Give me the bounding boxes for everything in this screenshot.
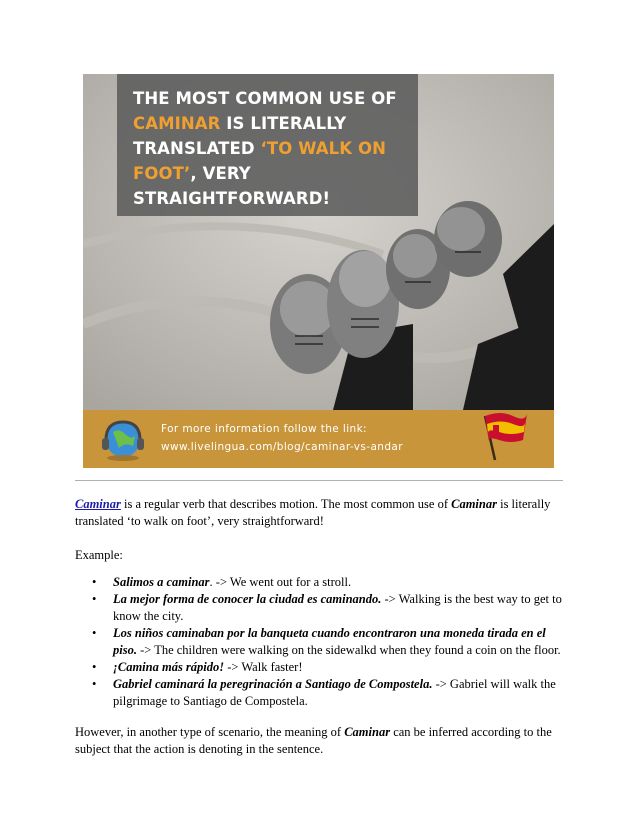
headline-line-1: THE MOST COMMON USE OF (133, 89, 397, 108)
list-item: • Los niños caminaban por la banqueta cuando encontraron una moneda tirada en el piso. -> The children were walking on the sidewalkd when they found a coin on the floor. (113, 625, 563, 659)
footer-line-1: For more information follow the link: (161, 423, 367, 435)
article-body (75, 496, 563, 758)
article-image (83, 74, 554, 468)
footer-link: www.livelingua.com/blog/caminar-vs-andar (161, 441, 403, 453)
caminar-link[interactable]: Caminar (75, 497, 121, 511)
list-item: • Salimos a caminar. -> We went out for a stroll. (113, 574, 563, 591)
headline-line-2: CAMINAR IS LITERALLY (133, 114, 347, 133)
poster-footer (83, 410, 554, 468)
example-label: Example: (75, 548, 123, 562)
headline-line-3: TRANSLATED ‘TO WALK ON (133, 139, 387, 158)
intro-paragraph: Caminar is a regular verb that describes motion. The most common use of Caminar is literally translated ‘to walk on foot’, very straightforward! (75, 497, 551, 528)
spain-flag-icon (473, 406, 529, 462)
divider (75, 480, 563, 481)
headline-box (117, 74, 418, 216)
list-item: • La mejor forma de conocer la ciudad es caminando. -> Walking is the best way to get to know the city. (113, 591, 563, 625)
list-item: • ¡Camina más rápido! -> Walk faster! (113, 659, 563, 676)
headline-line-4: FOOT’, VERY (133, 164, 251, 183)
globe-headset-icon (99, 418, 149, 462)
list-item: • Gabriel caminará la peregrinación a Santiago de Compostela. -> Gabriel will walk the pilgrimage to Santiago de Compostela. (113, 676, 563, 710)
headline-line-5: STRAIGHTFORWARD! (133, 189, 331, 208)
examples-list (75, 574, 563, 710)
closing-paragraph: However, in another type of scenario, the meaning of Caminar can be inferred according to the subject that the action is denoting in the sentence. (75, 725, 552, 756)
